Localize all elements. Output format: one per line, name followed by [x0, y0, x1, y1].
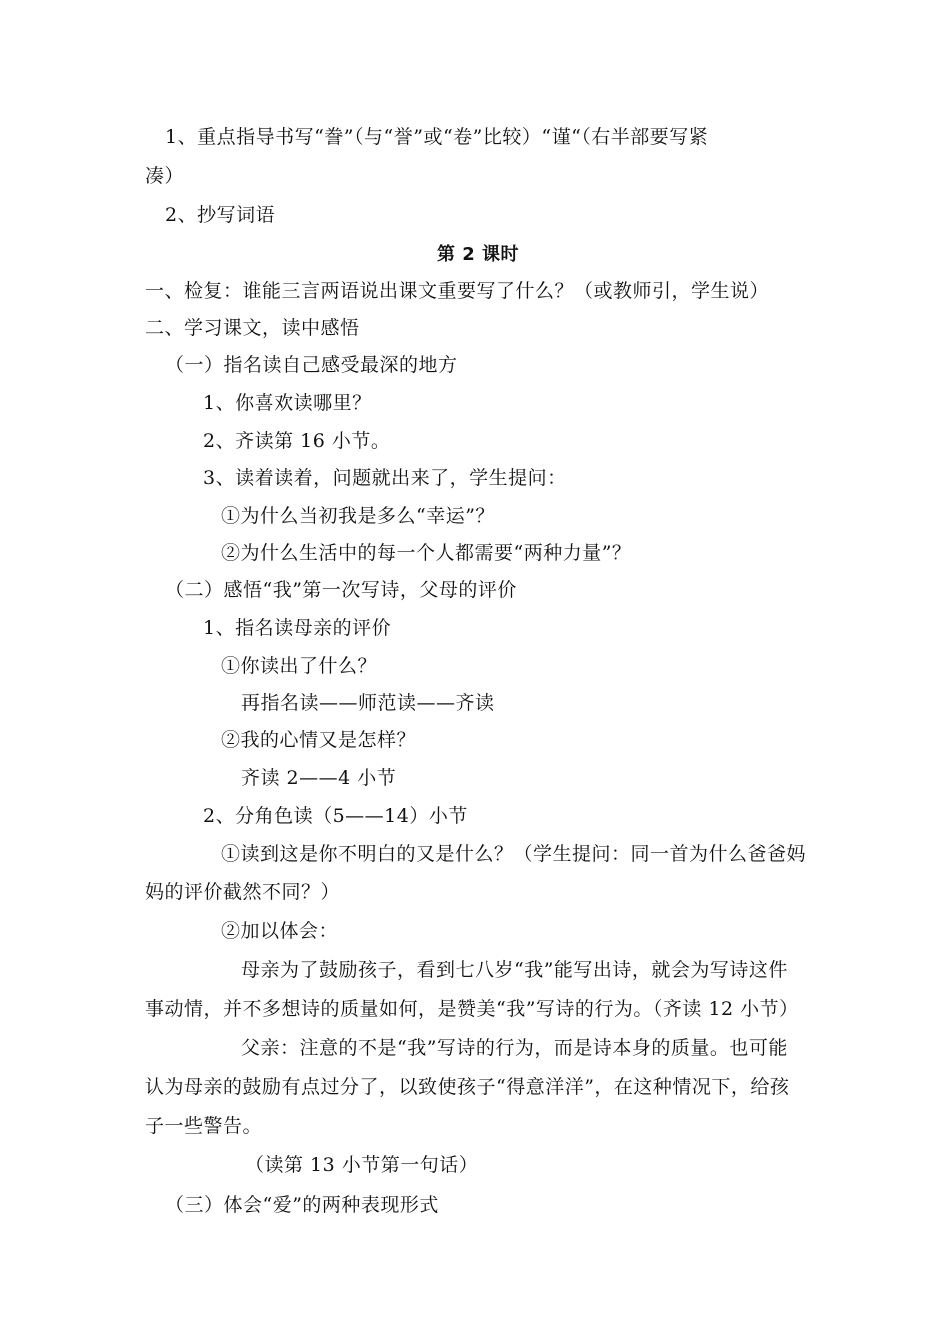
text-line: 二、学习课文，读中感悟 — [145, 317, 360, 339]
text-line: （一）指名读自己感受最深的地方 — [165, 354, 458, 376]
section-heading: 第 2 课时 — [437, 244, 520, 265]
text-line: 母亲为了鼓励孩子，看到七八岁“我”能写出诗，就会为写诗这件 — [241, 959, 788, 981]
text-line: （三）体会“爱”的两种表现形式 — [165, 1194, 439, 1216]
text-line: 1、你喜欢读哪里？ — [203, 392, 372, 414]
text-line: （二）感悟“我”第一次写诗，父母的评价 — [165, 579, 517, 601]
text-line: 2、齐读第 16 小节。 — [203, 430, 391, 452]
text-line: ②为什么生活中的每一个人都需要“两种力量”？ — [221, 542, 632, 564]
text-line: 3、读着读着，问题就出来了，学生提问： — [203, 467, 567, 489]
text-line: ①你读出了什么？ — [221, 655, 378, 677]
text-line: 妈的评价截然不同？） — [145, 881, 341, 903]
text-line: 2、分角色读（5——14）小节 — [203, 805, 468, 827]
text-line: 2、抄写词语 — [165, 204, 276, 226]
text-line: ①为什么当初我是多么“幸运”？ — [221, 505, 495, 527]
text-line: 一、检复：谁能三言两语说出课文重要写了什么？（或教师引，学生说） — [145, 280, 770, 302]
text-line: 再指名读——师范读——齐读 — [241, 692, 495, 714]
text-line: ①读到这是你不明白的又是什么？（学生提问：同一首为什么爸爸妈 — [221, 843, 807, 865]
text-line: 事动情，并不多想诗的质量如何，是赞美“我”写诗的行为。（齐读 12 小节） — [145, 998, 799, 1020]
text-line: （读第 13 小节第一句话） — [245, 1154, 479, 1176]
text-line: 1、重点指导书写“誊”（与“誉”或“卷”比较）“谨“（右半部要写紧 — [165, 126, 709, 148]
text-line: 父亲：注意的不是“我”写诗的行为，而是诗本身的质量。也可能 — [241, 1037, 788, 1059]
text-line: 1、指名读母亲的评价 — [203, 617, 392, 639]
text-line: 凑） — [145, 165, 185, 187]
text-line: 认为母亲的鼓励有点过分了，以致使孩子“得意洋洋”，在这种情况下，给孩 — [145, 1076, 790, 1098]
text-line: 子一些警告。 — [145, 1115, 263, 1137]
text-line: ②加以体会： — [221, 920, 339, 942]
text-line: ②我的心情又是怎样？ — [221, 729, 417, 751]
text-line: 齐读 2——4 小节 — [241, 767, 397, 789]
